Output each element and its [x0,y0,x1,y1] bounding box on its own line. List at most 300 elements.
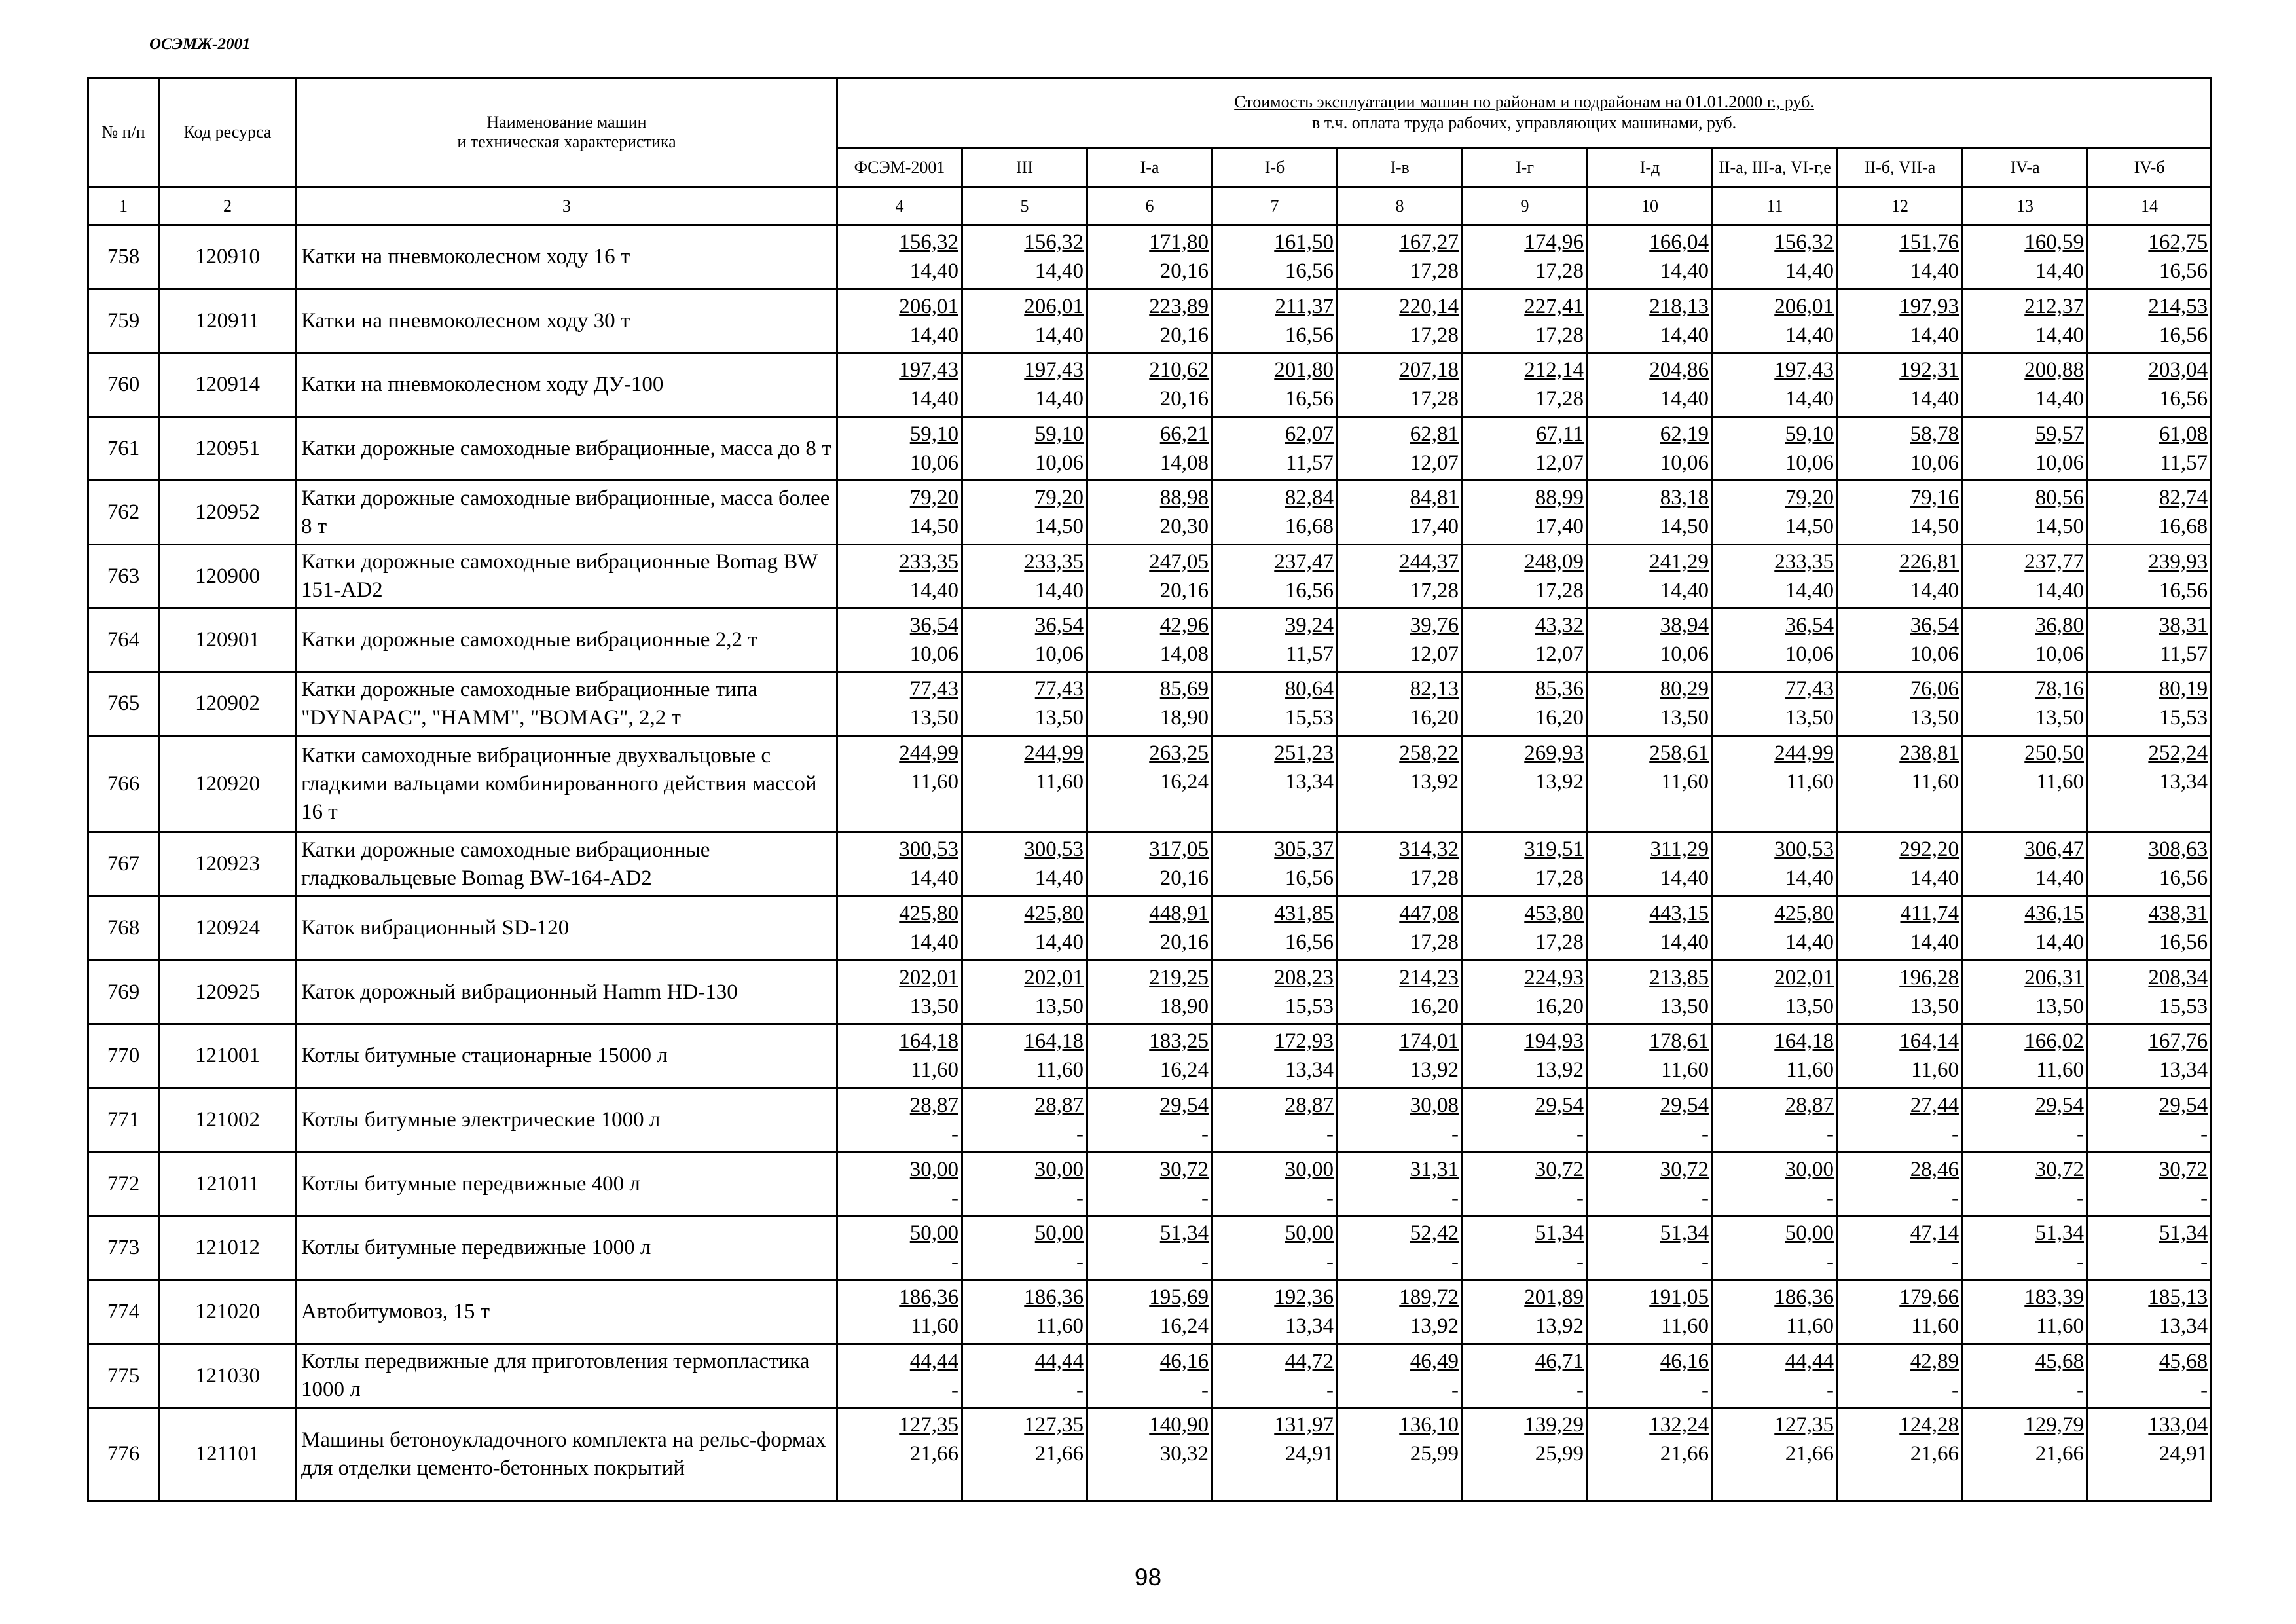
cost-cell [837,832,962,896]
cost-cell [1212,417,1338,481]
operating-cost: 80,56 [2035,486,2084,509]
labor-cost: 17,28 [1535,387,1584,411]
operating-cost: 227,41 [1524,295,1584,318]
operating-cost: 186,36 [899,1285,958,1309]
operating-cost: 156,32 [1024,231,1084,254]
labor-cost: 17,28 [1535,323,1584,347]
cost-cell [1713,289,1838,353]
cost-cell [962,481,1087,545]
cost-cell [1963,832,2088,896]
cost-cell [1963,353,2088,417]
operating-cost: 30,00 [1285,1158,1334,1181]
labor-cost: 10,06 [909,451,958,475]
labor-cost: 13,92 [1535,1058,1584,1082]
labor-cost: 11,60 [910,1058,958,1082]
labor-cost: 14,40 [2035,579,2084,602]
cost-cell [1338,896,1463,961]
cost-cell [1838,736,1963,832]
cost-cell [1838,608,1963,672]
column-number-cell: 10 [1588,187,1713,225]
operating-cost: 36,80 [2035,614,2084,637]
cost-cell [1087,1280,1212,1344]
cost-cell [1963,1216,2088,1280]
cost-cell [837,225,962,289]
labor-cost: - [1076,1250,1084,1274]
table-row [88,896,2212,961]
operating-cost: 51,34 [1660,1221,1709,1245]
labor-cost: - [1827,1187,1834,1210]
labor-cost: 30,32 [1159,1442,1209,1466]
cost-cell [1588,1153,1713,1216]
cost-cell [1087,289,1212,353]
cost-cell [962,608,1087,672]
operating-cost: 59,10 [909,422,958,446]
region-header-cell: II-б, VII-а [1838,148,1963,187]
operating-cost: 319,51 [1524,838,1584,861]
labor-cost: 16,56 [2159,387,2208,411]
labor-cost: 14,40 [1910,579,1959,602]
labor-cost: - [1076,1122,1084,1146]
cost-cell [1463,1408,1588,1501]
cost-cell [2088,417,2212,481]
labor-cost: 20,16 [1159,931,1209,954]
labor-cost: 14,40 [909,866,958,890]
cost-cell [1713,1280,1838,1344]
cost-cell [1463,1280,1588,1344]
labor-cost: 11,60 [1910,1314,1959,1338]
operating-cost: 164,18 [1774,1029,1834,1053]
labor-cost: 14,40 [1660,866,1709,890]
labor-cost: 10,06 [1034,642,1084,666]
column-number-cell: 4 [837,187,962,225]
operating-cost: 30,72 [1535,1158,1584,1181]
machine-name: Автобитумовоз, 15 т [297,1280,837,1344]
operating-cost: 269,93 [1524,741,1584,765]
operating-cost: 76,06 [1910,677,1959,701]
cost-cell [1588,481,1713,545]
labor-cost: 13,50 [1660,706,1709,729]
labor-cost: - [1702,1187,1709,1210]
operating-cost: 80,19 [2159,677,2208,701]
table-row [88,672,2212,736]
operating-cost: 27,44 [1910,1094,1959,1117]
cost-cell [837,417,962,481]
labor-cost: 11,60 [1785,1314,1834,1338]
cost-cell [1212,961,1338,1024]
operating-cost: 305,37 [1274,838,1334,861]
resource-code: 120914 [159,353,297,417]
cost-cell [1463,1216,1588,1280]
operating-cost: 251,23 [1274,741,1334,765]
cost-cell [1838,1408,1963,1501]
region-header-cell: II-а, III-а, VI-г,е [1713,148,1838,187]
operating-cost: 51,34 [2159,1221,2208,1245]
labor-cost: 14,50 [1660,515,1709,538]
cost-cell [962,545,1087,608]
labor-cost: 11,60 [2035,770,2084,794]
operating-cost: 183,39 [2024,1285,2084,1309]
labor-cost: 14,40 [909,323,958,347]
labor-cost: 16,56 [1285,259,1334,283]
operating-cost: 164,14 [1899,1029,1959,1053]
labor-cost: 14,40 [1785,259,1834,283]
operating-cost: 28,87 [1785,1094,1834,1117]
labor-cost: 14,40 [1034,387,1084,411]
labor-cost: 13,34 [2159,1058,2208,1082]
cost-cell [1087,832,1212,896]
cost-cell [2088,1344,2212,1408]
cost-cell [1713,1088,1838,1153]
operating-cost: 202,01 [1024,966,1084,989]
header-name-line2: и техническая характеристика [457,132,676,151]
resource-code: 120902 [159,672,297,736]
cost-cell [1838,353,1963,417]
operating-cost: 62,07 [1285,422,1334,446]
labor-cost: - [1451,1250,1459,1274]
labor-cost: 16,56 [2159,931,2208,954]
labor-cost: 10,06 [1660,642,1709,666]
operating-cost: 178,61 [1649,1029,1709,1053]
cost-title-line2: в т.ч. оплата труда рабочих, управляющих машинами, руб. [1312,113,1737,132]
operating-cost: 127,35 [1024,1413,1084,1437]
cost-cell [1463,417,1588,481]
table-row [88,1153,2212,1216]
row-number: 767 [88,832,159,896]
resource-code: 120920 [159,736,297,832]
labor-cost: 16,20 [1410,706,1459,729]
cost-cell [1713,832,1838,896]
resource-code: 121002 [159,1088,297,1153]
labor-cost: 13,34 [1285,770,1334,794]
cost-cell [1338,832,1463,896]
cost-cell [962,417,1087,481]
cost-cell [1338,1088,1463,1153]
operating-cost: 88,98 [1159,486,1209,509]
operating-cost: 51,34 [2035,1221,2084,1245]
operating-cost: 30,72 [2159,1158,2208,1181]
labor-cost: 14,40 [1785,387,1834,411]
operating-cost: 263,25 [1149,741,1209,765]
operating-cost: 197,93 [1899,295,1959,318]
labor-cost: 13,50 [1034,995,1084,1018]
operating-cost: 51,34 [1159,1221,1209,1245]
operating-cost: 36,54 [1034,614,1084,637]
table-row [88,736,2212,832]
labor-cost: - [1952,1187,1959,1210]
labor-cost: 24,91 [1285,1442,1334,1466]
operating-cost: 214,53 [2148,295,2208,318]
operating-cost: 317,05 [1149,838,1209,861]
row-number: 762 [88,481,159,545]
operating-cost: 171,80 [1149,231,1209,254]
header-num: № п/п [88,78,159,187]
cost-cell [1212,225,1338,289]
cost-cell [1838,1153,1963,1216]
operating-cost: 186,36 [1774,1285,1834,1309]
labor-cost: 13,50 [909,995,958,1018]
cost-cell [1588,672,1713,736]
labor-cost: - [1576,1122,1584,1146]
labor-cost: 17,28 [1535,866,1584,890]
cost-cell [1963,1024,2088,1088]
column-number-cell: 14 [2088,187,2212,225]
operating-cost: 29,54 [2035,1094,2084,1117]
operating-cost: 82,13 [1410,677,1459,701]
operating-cost: 161,50 [1274,231,1334,254]
cost-cell [1212,1344,1338,1408]
labor-cost: - [2200,1187,2208,1210]
operating-cost: 59,10 [1034,422,1084,446]
operating-cost: 164,18 [899,1029,958,1053]
operating-cost: 443,15 [1649,902,1709,925]
labor-cost: 14,40 [1785,931,1834,954]
cost-cell [1212,1408,1338,1501]
cost-cell [1838,1088,1963,1153]
operating-cost: 66,21 [1159,422,1209,446]
labor-cost: - [2200,1122,2208,1146]
operating-cost: 239,93 [2148,550,2208,574]
labor-cost: 14,40 [909,387,958,411]
operating-cost: 39,24 [1285,614,1334,637]
machine-name: Катки дорожные самоходные вибрационные, масса более 8 т [297,481,837,545]
machine-name: Катки на пневмоколесном ходу 30 т [297,289,837,353]
column-number-cell: 5 [962,187,1087,225]
resource-code: 121030 [159,1344,297,1408]
machine-name: Котлы передвижные для приготовления термопластика 1000 л [297,1344,837,1408]
labor-cost: 15,53 [2159,706,2208,729]
cost-cell [1838,672,1963,736]
labor-cost: 10,06 [1910,642,1959,666]
cost-cell [1212,832,1338,896]
operating-cost: 52,42 [1410,1221,1459,1245]
cost-cell [1838,481,1963,545]
cost-cell [2088,353,2212,417]
operating-cost: 197,43 [1024,358,1084,382]
cost-cell [1338,1024,1463,1088]
labor-cost: 16,56 [2159,259,2208,283]
row-number: 768 [88,896,159,961]
machine-name: Катки дорожные самоходные вибрационные Bomag BW 151-AD2 [297,545,837,608]
cost-cell [837,1280,962,1344]
cost-cell [1212,1024,1338,1088]
labor-cost: 14,40 [1660,259,1709,283]
cost-cell [962,1280,1087,1344]
labor-cost: 11,60 [1660,1314,1709,1338]
cost-cell [1588,736,1713,832]
labor-cost: - [1326,1122,1334,1146]
labor-cost: 12,07 [1535,642,1584,666]
labor-cost: 11,60 [1660,1058,1709,1082]
cost-cell [1463,961,1588,1024]
cost-cell [1588,545,1713,608]
operating-cost: 42,96 [1159,614,1209,637]
labor-cost: 13,50 [909,706,958,729]
labor-cost: 14,40 [1034,931,1084,954]
operating-cost: 250,50 [2024,741,2084,765]
labor-cost: - [951,1122,958,1146]
operating-cost: 28,87 [1034,1094,1084,1117]
operating-cost: 79,20 [1034,486,1084,509]
operating-cost: 50,00 [1034,1221,1084,1245]
region-header-cell: I-г [1463,148,1588,187]
table-row [88,1088,2212,1153]
labor-cost: 11,57 [2160,451,2208,475]
labor-cost: 14,40 [1034,323,1084,347]
row-number: 775 [88,1344,159,1408]
labor-cost: 14,40 [1910,387,1959,411]
labor-cost: 14,50 [1034,515,1084,538]
cost-cell [1588,1024,1713,1088]
cost-cell [1087,1024,1212,1088]
cost-cell [2088,545,2212,608]
operating-cost: 43,32 [1535,614,1584,637]
operating-cost: 201,80 [1274,358,1334,382]
cost-cell [2088,672,2212,736]
labor-cost: 11,60 [1785,1058,1834,1082]
header-code: Код ресурса [159,78,297,187]
cost-cell [2088,1216,2212,1280]
cost-cell [1963,961,2088,1024]
table-row [88,1024,2212,1088]
operating-cost: 197,43 [1774,358,1834,382]
cost-cell [1212,1088,1338,1153]
row-number: 771 [88,1088,159,1153]
cost-cell [2088,1088,2212,1153]
labor-cost: 12,07 [1535,451,1584,475]
operating-cost: 206,01 [1774,295,1834,318]
cost-cell [1713,1153,1838,1216]
cost-cell [1463,545,1588,608]
operating-cost: 233,35 [1774,550,1834,574]
operating-cost: 300,53 [899,838,958,861]
cost-cell [1463,1024,1588,1088]
operating-cost: 46,16 [1660,1350,1709,1373]
cost-cell [837,961,962,1024]
cost-cell [837,896,962,961]
cost-cell [1588,353,1713,417]
cost-cell [1713,1024,1838,1088]
labor-cost: 17,28 [1535,931,1584,954]
cost-cell [1087,736,1212,832]
region-header-cell: I-д [1588,148,1713,187]
operating-cost: 197,43 [899,358,958,382]
cost-cell [1713,736,1838,832]
cost-cell [2088,961,2212,1024]
labor-cost: 16,24 [1159,1058,1209,1082]
labor-cost: 14,40 [2035,259,2084,283]
operating-cost: 166,02 [2024,1029,2084,1053]
operating-cost: 247,05 [1149,550,1209,574]
labor-cost: 16,56 [2159,323,2208,347]
operating-cost: 47,14 [1910,1221,1959,1245]
column-number-row [88,187,2212,225]
labor-cost: - [1576,1250,1584,1274]
cost-cell [1087,225,1212,289]
operating-cost: 42,89 [1910,1350,1959,1373]
labor-cost: 11,60 [1035,770,1084,794]
cost-cell [1963,1088,2088,1153]
labor-cost: - [1076,1187,1084,1210]
operating-cost: 44,44 [1785,1350,1834,1373]
table-row [88,1216,2212,1280]
labor-cost: 20,16 [1159,387,1209,411]
operating-cost: 79,20 [909,486,958,509]
labor-cost: - [1076,1378,1084,1402]
labor-cost: 14,40 [2035,931,2084,954]
labor-cost: 14,40 [1034,866,1084,890]
resource-code: 120923 [159,832,297,896]
machine-name: Машины бетоноукладочного комплекта на рельс-формах для отделки цементо-бетонных покрытий [297,1408,837,1501]
operating-cost: 211,37 [1275,295,1334,318]
cost-cell [1087,672,1212,736]
operating-cost: 151,76 [1899,231,1959,254]
operating-cost: 28,87 [909,1094,958,1117]
labor-cost: 15,53 [1285,995,1334,1018]
operating-cost: 425,80 [1024,902,1084,925]
operating-cost: 80,64 [1285,677,1334,701]
cost-cell [1212,1216,1338,1280]
labor-cost: 14,40 [1910,323,1959,347]
labor-cost: - [1201,1378,1209,1402]
operating-cost: 167,76 [2148,1029,2208,1053]
cost-cell [962,225,1087,289]
row-number: 772 [88,1153,159,1216]
cost-cell [1338,1153,1463,1216]
labor-cost: - [2077,1122,2084,1146]
operating-cost: 160,59 [2024,231,2084,254]
labor-cost: 17,40 [1535,515,1584,538]
labor-cost: 17,28 [1410,579,1459,602]
operating-cost: 436,15 [2024,902,2084,925]
table-row [88,961,2212,1024]
labor-cost: - [1201,1187,1209,1210]
labor-cost: 17,28 [1410,387,1459,411]
header-name-line1: Наименование машин [486,113,647,132]
operating-cost: 62,19 [1660,422,1709,446]
operating-cost: 201,89 [1524,1285,1584,1309]
operating-cost: 223,89 [1149,295,1209,318]
operating-cost: 179,66 [1899,1285,1959,1309]
operating-cost: 210,62 [1149,358,1209,382]
cost-cell [1838,225,1963,289]
labor-cost: - [1451,1378,1459,1402]
resource-code: 121001 [159,1024,297,1088]
cost-cell [962,672,1087,736]
operating-cost: 206,31 [2024,966,2084,989]
cost-cell [1212,736,1338,832]
cost-cell [962,896,1087,961]
cost-cell [1588,1408,1713,1501]
cost-cell [1338,417,1463,481]
row-number: 769 [88,961,159,1024]
labor-cost: 21,66 [1660,1442,1709,1466]
labor-cost: 10,06 [2035,451,2084,475]
labor-cost: 16,56 [1285,387,1334,411]
operating-cost: 174,01 [1399,1029,1459,1053]
cost-cell [1212,545,1338,608]
operating-cost: 200,88 [2024,358,2084,382]
machine-name: Котлы битумные стационарные 15000 л [297,1024,837,1088]
operating-cost: 83,18 [1660,486,1709,509]
machine-name: Катки дорожные самоходные вибрационные типа "DYNAPAC", "HAMM", "BOMAG", 2,2 т [297,672,837,736]
operating-cost: 220,14 [1399,295,1459,318]
cost-cell [1463,736,1588,832]
cost-cell [1212,1153,1338,1216]
operating-cost: 140,90 [1149,1413,1209,1437]
operating-cost: 50,00 [1785,1221,1834,1245]
labor-cost: 12,07 [1410,451,1459,475]
cost-cell [1588,1216,1713,1280]
